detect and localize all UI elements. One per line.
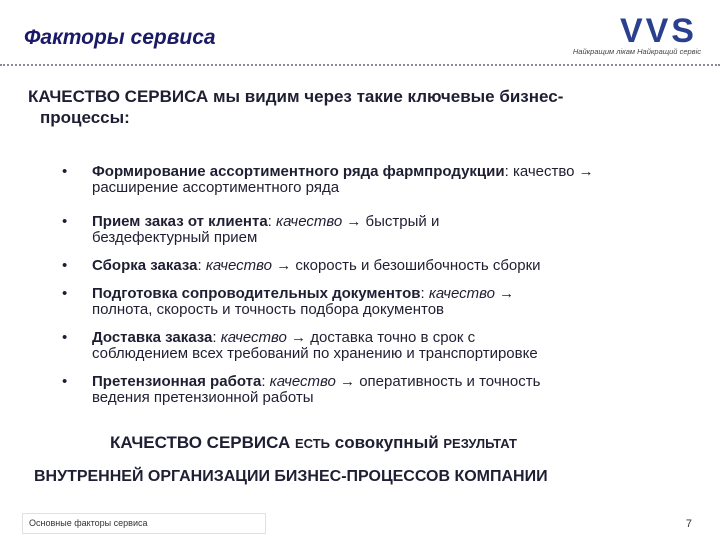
separator: :: [261, 373, 270, 390]
summary-part-2: ЕСТЬ: [294, 436, 331, 451]
quality-label: качество: [269, 373, 336, 390]
process-result: → доставка точно в срок с: [286, 329, 476, 346]
quality-label: качество: [276, 213, 343, 230]
summary-line-1: [110, 433, 517, 453]
process-result-continued: бездефектурный прием: [92, 229, 258, 246]
intro-line-2: процессы:: [40, 108, 130, 127]
summary-part-4: РЕЗУЛЬТАТ: [443, 436, 517, 451]
process-result: качество → расширение ассортиментного ряда: [92, 163, 594, 196]
summary-line-2: ВНУТРЕННЕЙ ОРГАНИЗАЦИИ БИЗНЕС-ПРОЦЕССОВ КОМПАНИИ: [34, 468, 548, 485]
bullet-icon: •: [62, 285, 68, 302]
bullet-icon: •: [62, 373, 68, 390]
separator: :: [267, 213, 277, 230]
list-item: [62, 214, 652, 246]
process-result: → быстрый и: [342, 213, 440, 230]
quality-label: качество: [220, 329, 287, 346]
list-item: [62, 286, 652, 318]
bullet-icon: •: [62, 213, 68, 230]
process-result-continued: соблюдением всех требований по хранению и транспортировке: [92, 345, 538, 362]
intro-text: [28, 86, 668, 128]
footer-label: Основные факторы сервиса: [29, 518, 148, 528]
intro-line-1: КАЧЕСТВО СЕРВИСА мы видим через такие ключевые бизнес-: [28, 87, 564, 106]
list-item: [62, 258, 652, 274]
quality-label: качество →: [428, 285, 515, 302]
process-result-continued: полнота, скорость и точность подбора документов: [92, 301, 445, 318]
separator: :: [212, 329, 221, 346]
process-name: Формирование ассортиментного ряда фармпродукции: [92, 163, 505, 180]
separator: :: [197, 257, 206, 274]
process-result-continued: ведения претензионной работы: [92, 389, 314, 406]
title-divider: [0, 64, 720, 66]
separator: :: [504, 163, 513, 180]
process-name: Доставка заказа: [92, 329, 213, 346]
list-item: [62, 330, 652, 362]
summary-part-1: КАЧЕСТВО СЕРВИСА: [110, 433, 295, 452]
page-title: Факторы сервиса: [24, 26, 216, 49]
bullet-icon: •: [62, 163, 68, 180]
page-number: 7: [685, 518, 692, 530]
separator: :: [420, 285, 429, 302]
process-name: Сборка заказа: [92, 257, 198, 274]
logo-mark: VVS: [619, 12, 697, 50]
bullet-icon: •: [62, 329, 68, 346]
footer-label-box: [22, 513, 266, 534]
process-result: → скорость и безошибочность сборки: [272, 257, 541, 274]
company-logo: [541, 12, 707, 60]
summary-part-3: совокупный: [330, 433, 444, 452]
list-item: [62, 164, 652, 196]
process-result: → оперативность и точность: [335, 373, 541, 390]
logo-tagline: Найкращим лікам Найкращий сервіс: [572, 47, 701, 56]
process-name: Подготовка сопроводительных документов: [92, 285, 421, 302]
quality-label: качество: [205, 257, 273, 274]
process-name: Претензионная работа: [92, 373, 262, 390]
process-name: Прием заказ от клиента: [92, 213, 268, 230]
list-item: [62, 374, 652, 406]
bullet-icon: •: [62, 257, 68, 274]
